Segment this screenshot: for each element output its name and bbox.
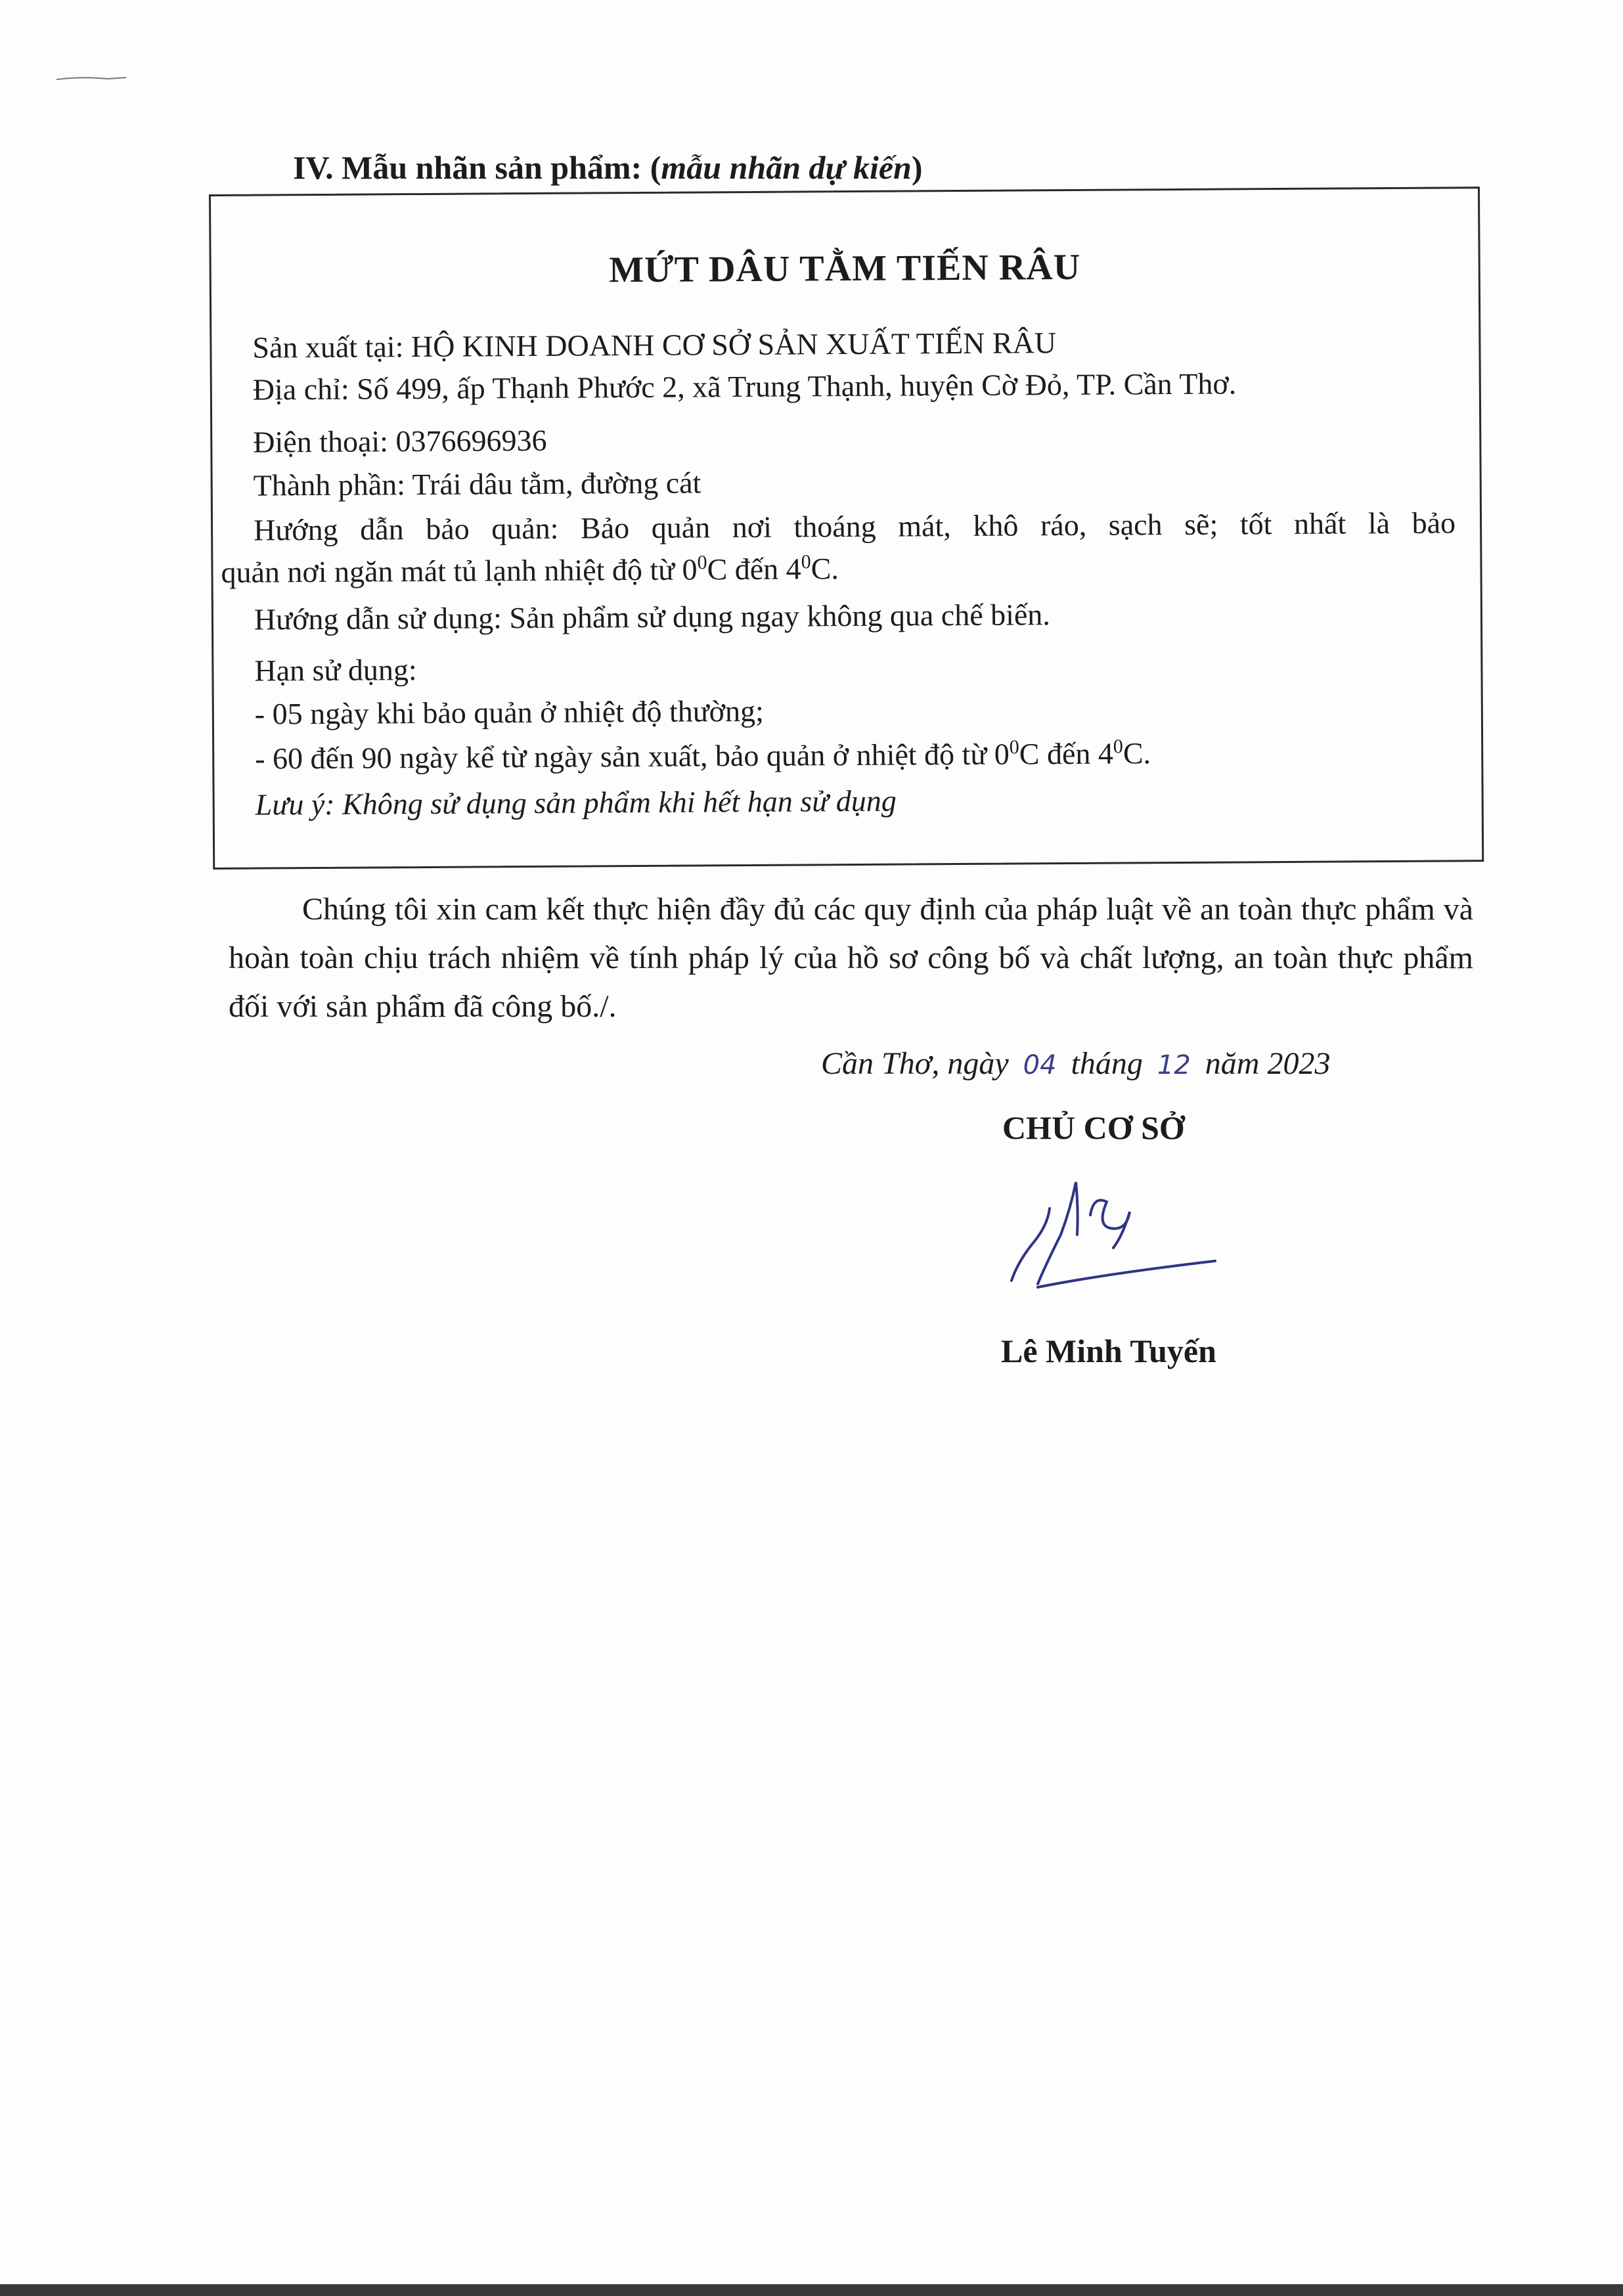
shelf-text-c: C. <box>1123 736 1151 770</box>
handwritten-signature <box>998 1162 1222 1294</box>
label-ingredients: Thành phần: Trái dâu tằm, đường cát <box>253 466 701 502</box>
section-heading-close: ) <box>911 149 923 186</box>
signer-title: CHỦ CƠ SỞ <box>1002 1109 1185 1146</box>
label-address: Địa chỉ: Số 499, ấp Thạnh Phước 2, xã Trung Thạnh, huyện Cờ Đỏ, TP. Cần Thơ. <box>252 366 1237 407</box>
label-shelf-life-title: Hạn sử dụng: <box>254 653 417 688</box>
scan-mark <box>55 74 127 83</box>
label-note: Lưu ý: Không sử dụng sản phẩm khi hết hạn sử dụng <box>255 784 897 822</box>
section-heading <box>293 148 923 187</box>
scan-bottom-edge <box>0 2284 1623 2296</box>
date-month: 12 <box>1157 1050 1191 1080</box>
date-month-word: tháng <box>1071 1046 1143 1081</box>
storage-text-a: quản nơi ngăn mát tủ lạnh nhiệt độ từ 0 <box>221 552 698 589</box>
label-title: MỨT DÂU TẰM TIẾN RÂU <box>609 246 1081 291</box>
section-heading-note: mẫu nhãn dự kiến <box>661 149 912 186</box>
section-heading-main: IV. Mẫu nhãn sản phẩm: ( <box>293 149 661 186</box>
label-phone: Điện thoại: 0376696936 <box>253 423 547 459</box>
label-usage: Hướng dẫn sử dụng: Sản phẩm sử dụng ngay không qua chế biến. <box>254 598 1050 636</box>
shelf-text-a: - 60 đến 90 ngày kể từ ngày sản xuất, bảo quản ở nhiệt độ từ 0 <box>255 737 1010 776</box>
date-prefix: Cần Thơ, ngày <box>821 1046 1009 1081</box>
shelf-text-b: C đến 4 <box>1019 736 1114 771</box>
shelf-degree-sup: 0 <box>1009 736 1019 759</box>
label-storage-line1: Hướng dẫn bảo quản: Bảo quản nơi thoáng mát, khô ráo, sạch sẽ; tốt nhất là bảo <box>253 506 1456 547</box>
commitment-paragraph: Chúng tôi xin cam kết thực hiện đầy đủ các quy định của pháp luật về an toàn thực phẩm và hoàn toàn chịu trách nhiệm về tính pháp lý của hồ sơ công bố và chất lượng, an toàn thực phẩm đối với sản phẩm đã công bố./. <box>229 892 1473 1024</box>
storage-text-c: C. <box>811 552 839 586</box>
date-line <box>821 1046 1330 1082</box>
storage-text-b: C đến 4 <box>707 552 801 586</box>
product-label-box <box>209 187 1484 870</box>
label-producer: Sản xuất tại: HỘ KINH DOANH CƠ SỞ SẢN XUẤT TIẾN RÂU <box>252 326 1057 364</box>
signer-name: Lê Minh Tuyến <box>1001 1333 1216 1369</box>
date-day: 04 <box>1023 1050 1057 1080</box>
label-storage-line2 <box>221 551 839 590</box>
shelf-degree-sup-b: 0 <box>1113 736 1123 758</box>
storage-degree-sup: 0 <box>697 552 707 574</box>
storage-degree-sup-b: 0 <box>801 551 811 573</box>
date-year: năm 2023 <box>1205 1046 1331 1081</box>
label-shelf-life-1: - 05 ngày khi bảo quản ở nhiệt độ thường; <box>254 694 764 731</box>
label-shelf-life-2 <box>255 736 1151 776</box>
